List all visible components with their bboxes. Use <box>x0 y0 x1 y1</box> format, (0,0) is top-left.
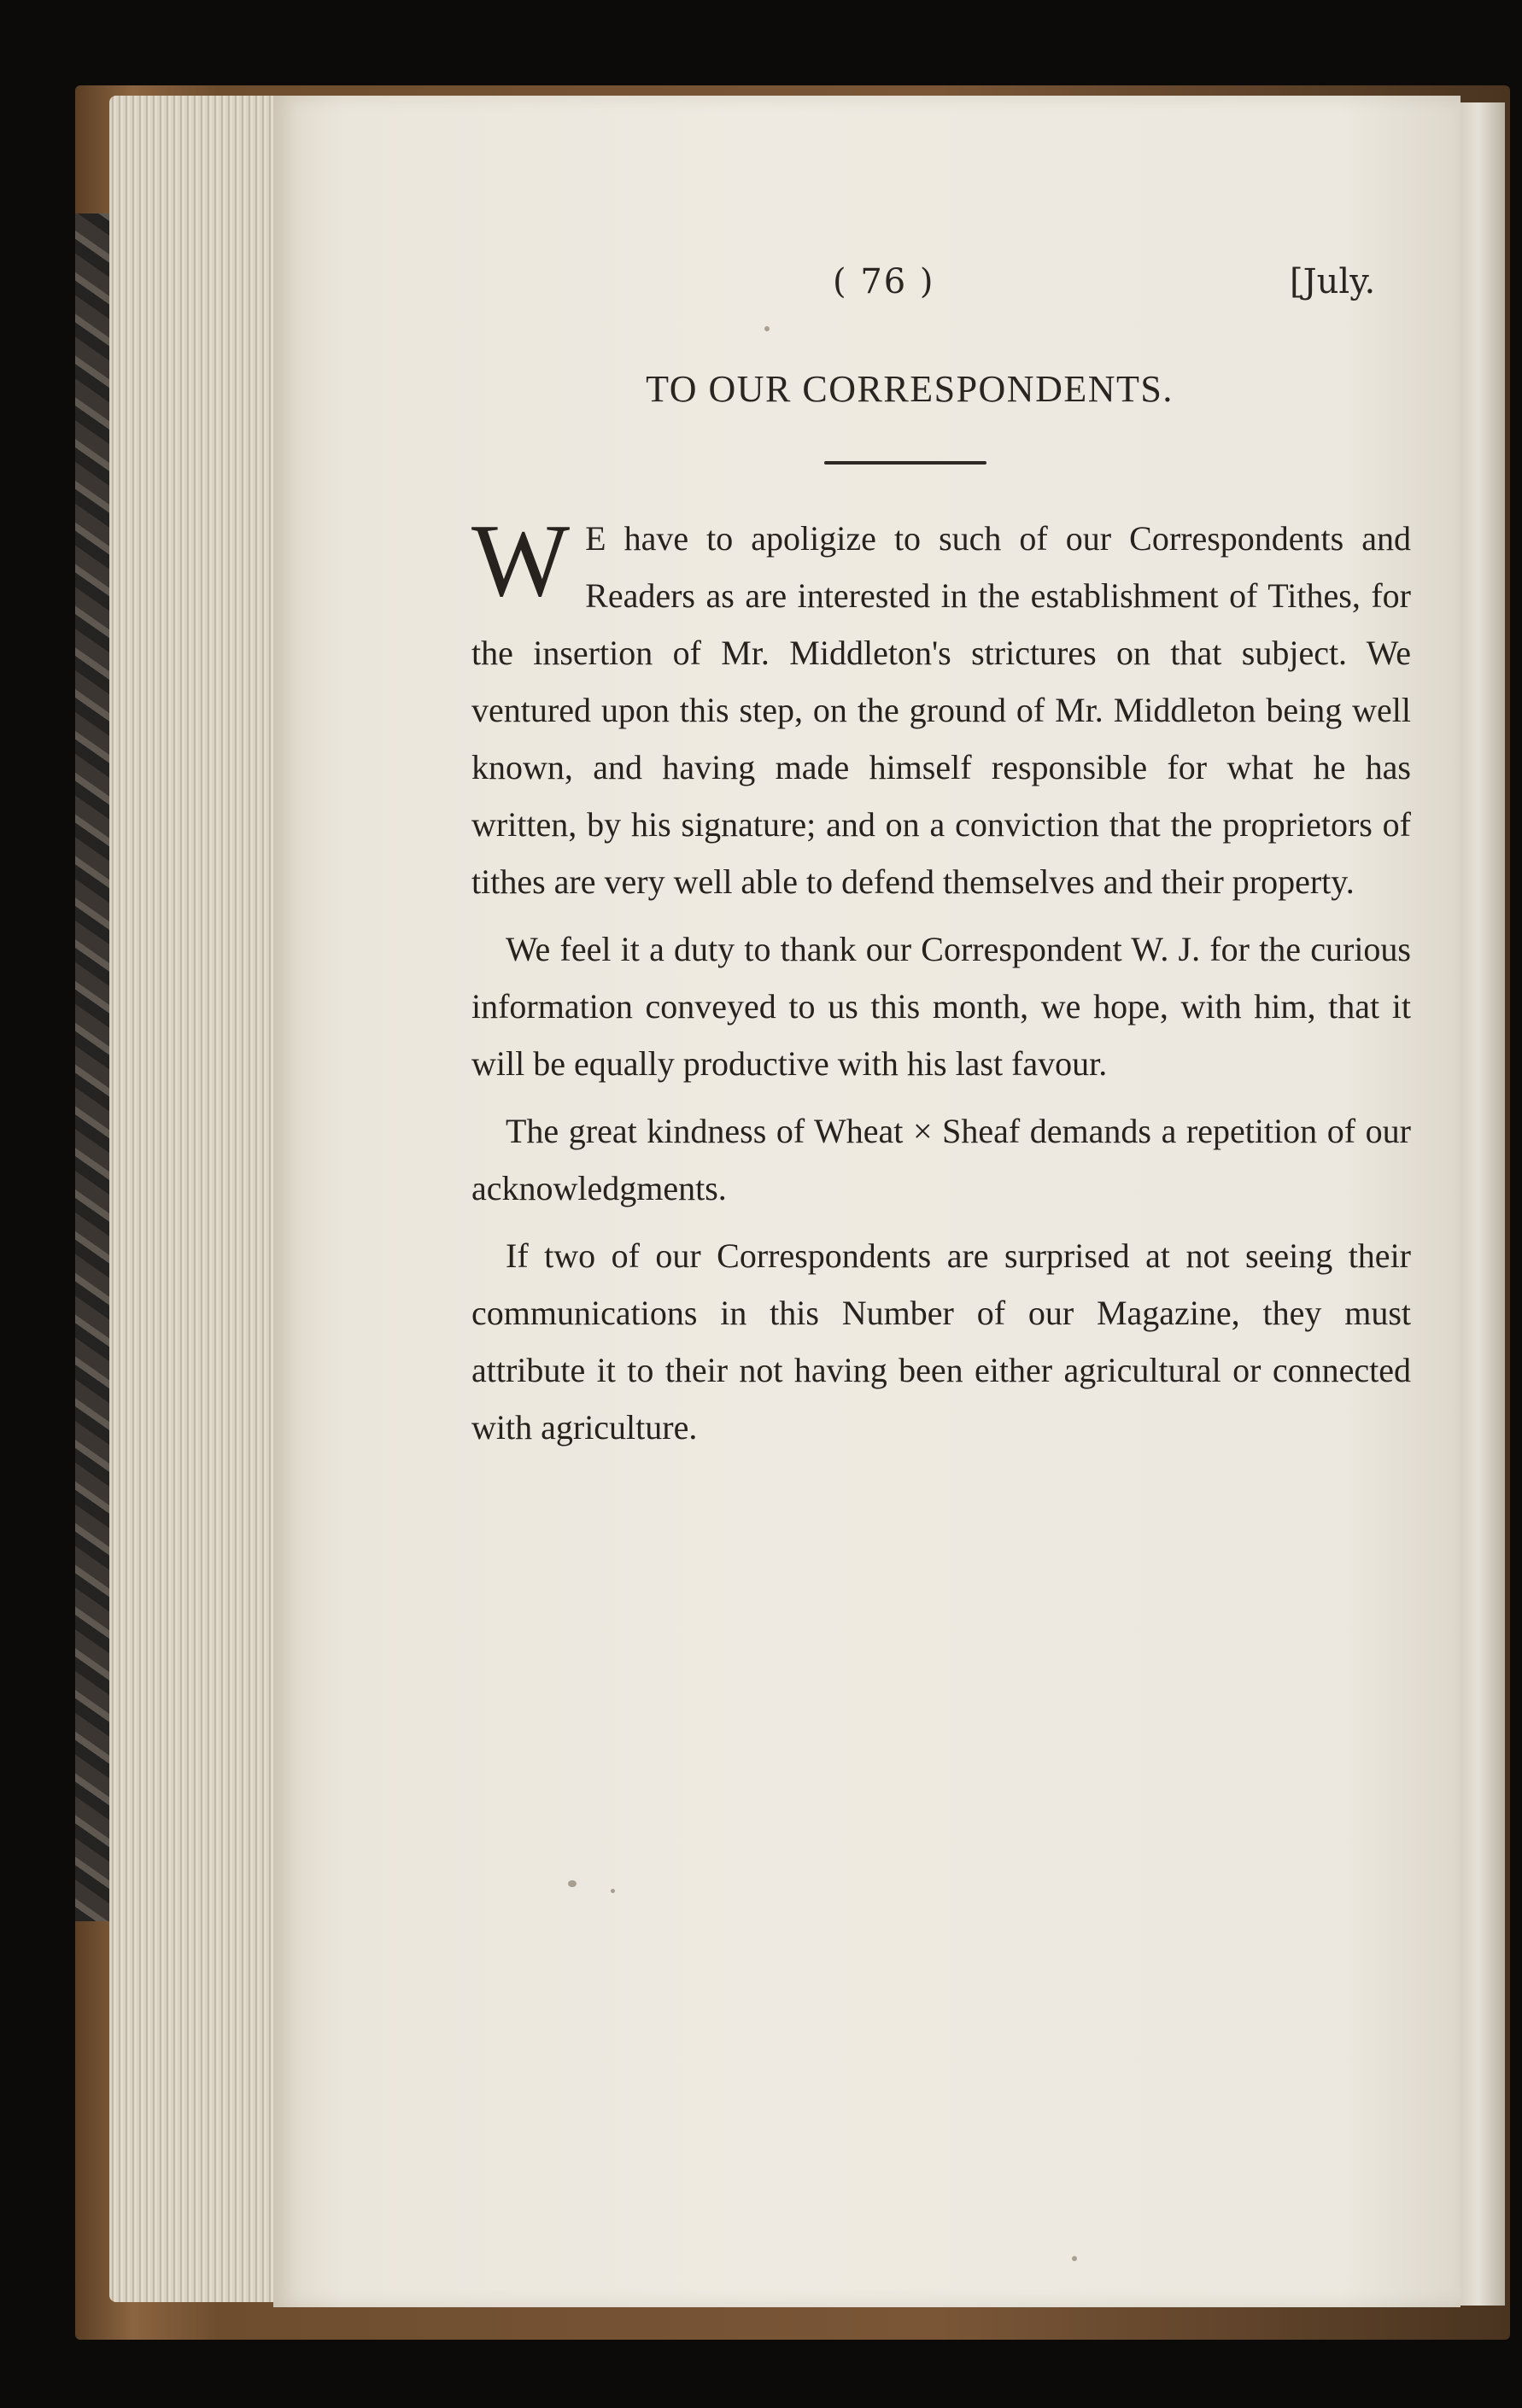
heading-rule <box>824 461 986 465</box>
drop-cap: W <box>471 503 571 618</box>
paper-speck <box>611 1889 615 1893</box>
body-text <box>471 503 1411 1466</box>
page-heading: TO OUR CORRESPONDENTS. <box>646 368 1174 410</box>
page-number: ( 76 ) <box>833 262 935 301</box>
paragraph-4: If two of our Correspondents are surprised at not seeing their communications in this Number of our Magazine, they must attribute it to their not having been either agricultural or connected with agriculture. <box>471 1236 1411 1447</box>
paragraph-2: We feel it a duty to thank our Correspondent W. J. for the curious information conveyed to us this month, we hope, with him, that it will be equally productive with his last favour. <box>471 930 1411 1083</box>
book-page <box>273 96 1461 2307</box>
paragraph-1-text: E have to apoligize to such of our Correspondents and Readers as are interested in the establishment of Tithes, for the insertion of Mr. Middleton's strictures on that subject. We ventured upon this step, on the ground of Mr. Middleton being well known, and having made himself responsible for what he has written, by his signature; and on a conviction that the proprietors of tithes are very well able to defend themselves and their property. <box>471 519 1411 901</box>
running-head <box>273 262 1461 313</box>
paper-speck <box>764 326 770 331</box>
paper-speck <box>568 1880 577 1887</box>
paper-speck <box>1072 2256 1077 2261</box>
page-edges <box>109 96 280 2302</box>
running-head-month: [July. <box>1290 262 1376 301</box>
paragraph-3: The great kindness of Wheat × Sheaf demands a repetition of our acknowledgments. <box>471 1112 1411 1207</box>
paragraph-1 <box>471 503 1411 910</box>
